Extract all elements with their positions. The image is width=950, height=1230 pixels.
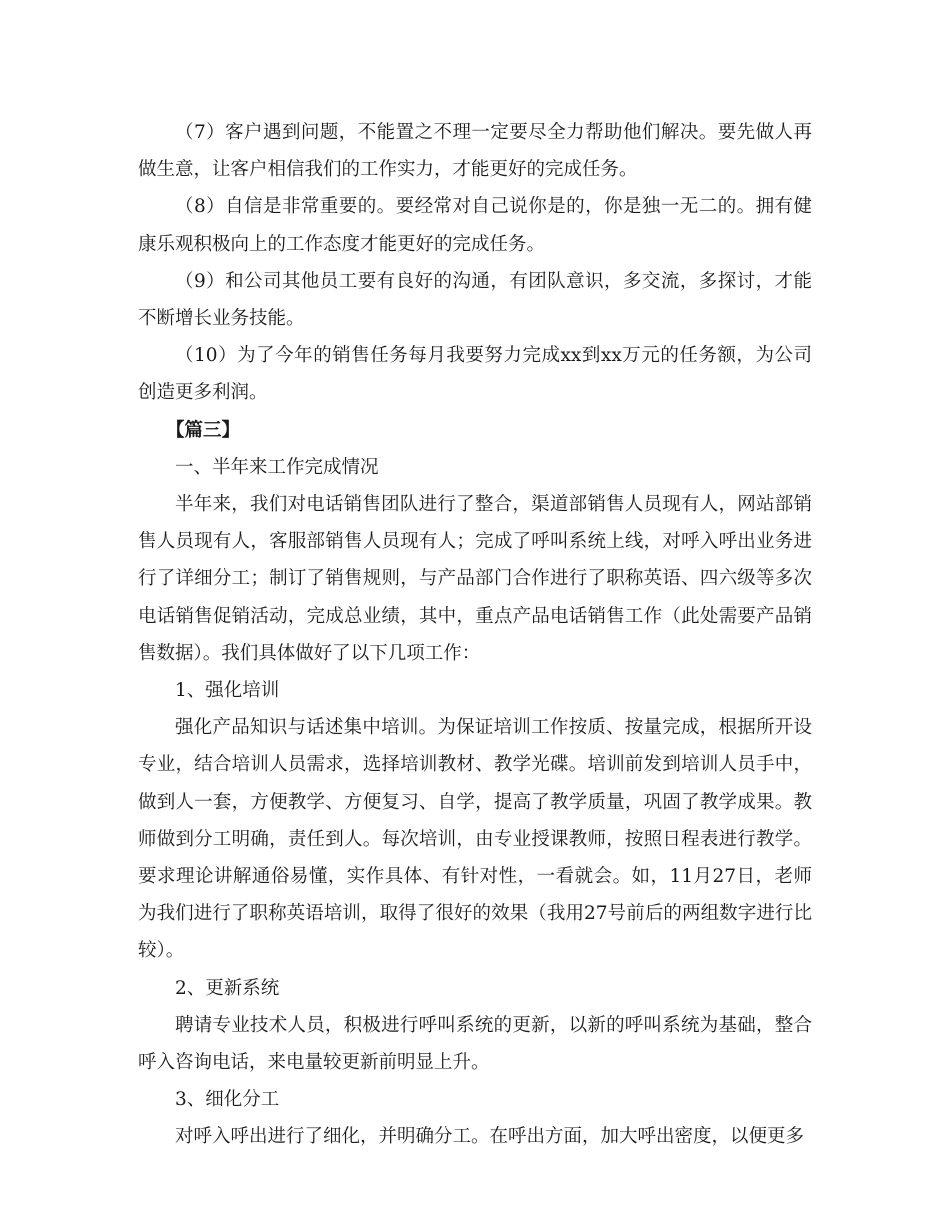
document-body xyxy=(138,114,812,1156)
paragraph-summary: 半年来，我们对电话销售团队进行了整合，渠道部销售人员现有人，网站部销售人员现有人，客服部销售人员现有人；完成了呼叫系统上线，对呼入呼出业务进行了详细分工；制订了销售规则，与产品部门合作进行了职称英语、四六级等多次电话销售促销活动，完成总业绩，其中，重点产品电话销售工作（此处需要产品销售数据）。我们具体做好了以下几项工作： xyxy=(138,494,812,664)
section-title: 【篇三】 xyxy=(166,419,241,441)
paragraph-division: 对呼入呼出进行了细化，并明确分工。在呼出方面，加大呼出密度，以便更多 xyxy=(175,1126,805,1148)
paragraph-training: 强化产品知识与话述集中培训。为保证培训工作按质、按量完成，根据所开设专业，结合培训人员需求，选择培训教材、教学光碟。培训前发到培训人员手中，做到人一套，方便教学、方便复习、自学，提高了教学质量，巩固了教学成果。教师做到分工明确，责任到人。每次培训，由专业授课教师，按照日程表进行教学。要求理论讲解通俗易懂，实作具体、有针对性，一看就会。如，11月27日，老师为我们进行了职称英语培训，取得了很好的效果（我用27号前后的两组数字进行比较）。 xyxy=(138,717,812,962)
heading-system-update: 2、更新系统 xyxy=(175,977,280,999)
list-item-8: （8）自信是非常重要的。要经常对自己说你是的，你是独一无二的。拥有健康乐观积极向上的工作态度才能更好的完成任务。 xyxy=(138,196,812,255)
heading-work-summary: 一、半年来工作完成情况 xyxy=(175,456,379,478)
heading-training: 1、强化培训 xyxy=(175,680,280,702)
list-item-7: （7）客户遇到问题，不能置之不理一定要尽全力帮助他们解决。要先做人再做生意，让客户相信我们的工作实力，才能更好的完成任务。 xyxy=(138,122,812,181)
list-item-9: （9）和公司其他员工要有良好的沟通，有团队意识，多交流，多探讨，才能不断增长业务技能。 xyxy=(138,270,812,330)
list-item-10: （10）为了今年的销售任务每月我要努力完成xx到xx万元的任务额，为公司创造更多利润。 xyxy=(138,345,812,404)
heading-division: 3、细化分工 xyxy=(175,1089,280,1111)
paragraph-system-update: 聘请专业技术人员，积极进行呼叫系统的更新，以新的呼叫系统为基础，整合呼入咨询电话，来电量较更新前明显上升。 xyxy=(138,1014,812,1074)
